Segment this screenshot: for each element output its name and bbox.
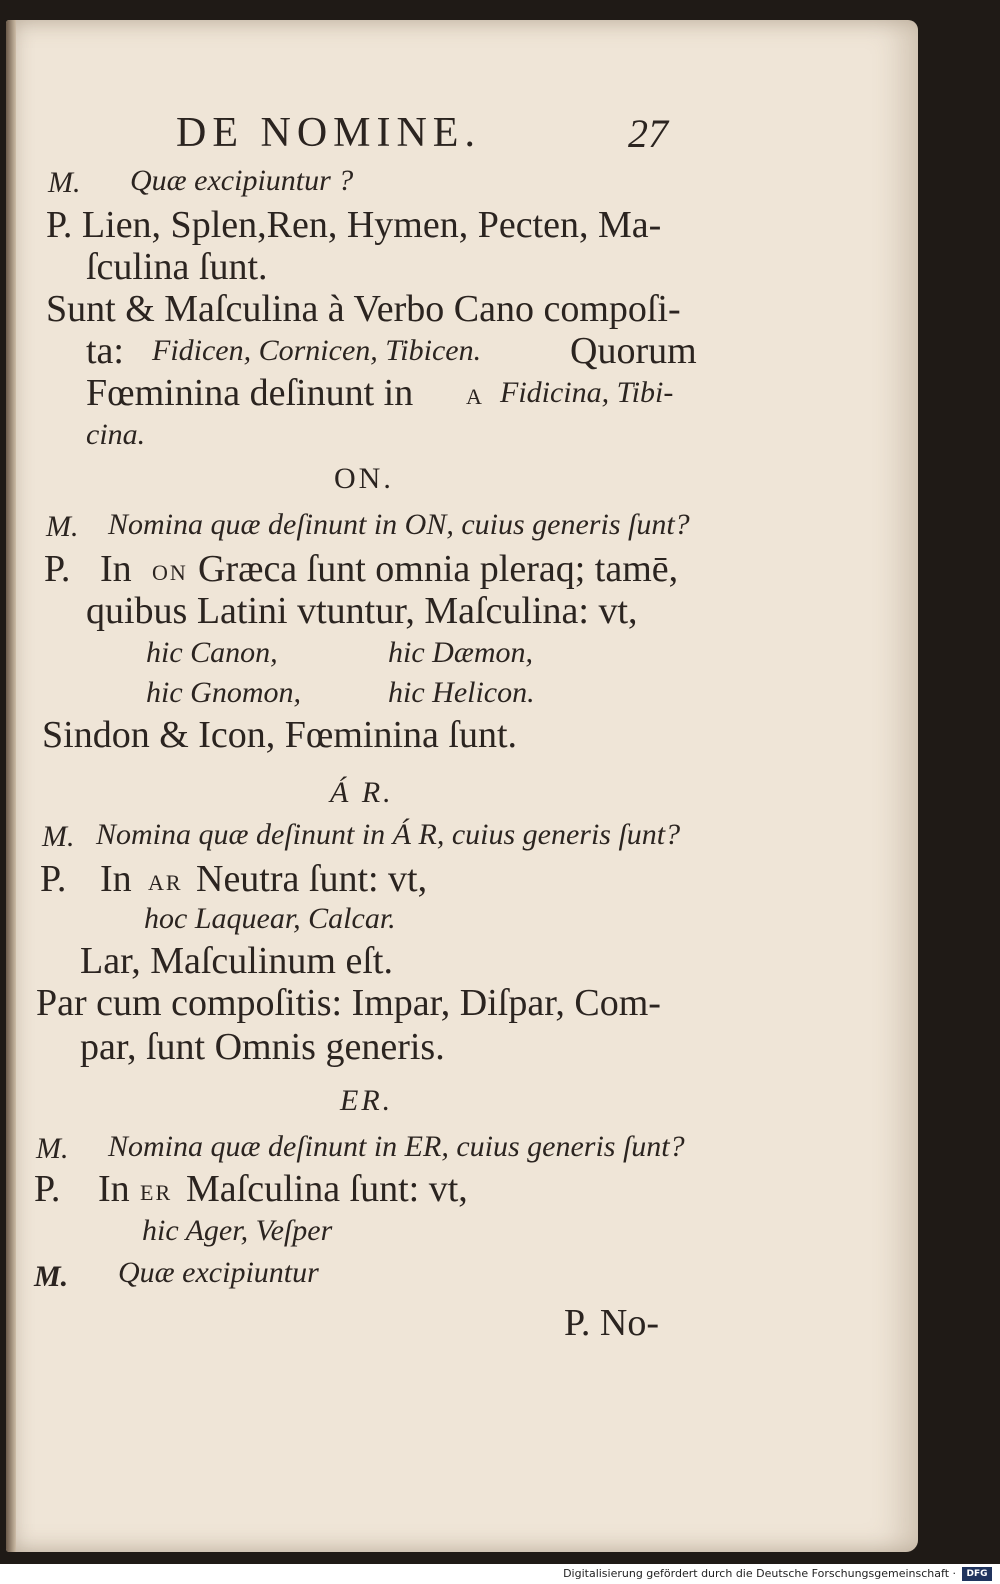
- text-line: Lar, Maſculinum eſt.: [80, 940, 393, 982]
- catchword: P. No-: [564, 1302, 660, 1344]
- speaker-label: P.: [34, 1168, 61, 1210]
- text-line: Neutra ſunt: vt,: [196, 858, 428, 900]
- speaker-label: M.: [46, 510, 79, 543]
- small-caps: A: [466, 384, 484, 409]
- text-line-italic: Nomina quæ deſinunt in ON, cuius generis ſunt?: [108, 508, 690, 541]
- page-number: 27: [628, 111, 668, 156]
- text-line: Maſculina ſunt: vt,: [186, 1168, 468, 1210]
- digitization-footer: [0, 1564, 1000, 1584]
- text-line: ſculina ſunt.: [86, 246, 268, 288]
- text-line: par, ſunt Omnis generis.: [80, 1026, 445, 1068]
- text-line: In: [100, 858, 132, 900]
- section-heading: Á R.: [330, 776, 394, 809]
- text-line: Sindon & Icon, Fœminina ſunt.: [42, 714, 517, 756]
- section-heading: ER.: [340, 1084, 394, 1117]
- speaker-label: M.: [34, 1260, 69, 1293]
- text-line: Sunt & Maſculina à Verbo Cano compoſi-: [46, 288, 681, 330]
- text-line-italic: Nomina quæ deſinunt in Á R, cuius generis ſunt?: [96, 818, 681, 851]
- section-heading: ON.: [334, 462, 394, 495]
- small-caps: AR: [148, 870, 183, 895]
- example-word: hic Helicon.: [388, 676, 535, 709]
- speaker-label: M.: [48, 166, 81, 199]
- text-line: quibus Latini vtuntur, Maſculina: vt,: [86, 590, 638, 632]
- text-line: In: [100, 548, 132, 590]
- text-line-italic: Fidicina, Tibi-: [500, 376, 674, 409]
- example-word: hoc Laquear, Calcar.: [144, 902, 396, 935]
- example-word: hic Ager, Veſper: [142, 1214, 333, 1247]
- speaker-label: P.: [44, 548, 71, 590]
- text-line-italic: Fidicen, Cornicen, Tibicen.: [152, 334, 482, 367]
- text-line: Quæ excipiuntur ?: [130, 164, 354, 197]
- text-line-italic: Quæ excipiuntur: [118, 1256, 319, 1289]
- text-line: ta:: [86, 330, 124, 372]
- small-caps: ER: [140, 1180, 173, 1205]
- text-line-italic: Nomina quæ deſinunt in ER, cuius generis ſunt?: [108, 1130, 685, 1163]
- text-line: Fœminina deſinunt in: [86, 372, 414, 414]
- example-word: hic Dæmon,: [388, 636, 533, 669]
- dfg-logo-icon: DFG: [962, 1567, 992, 1581]
- speaker-label: M.: [42, 820, 75, 853]
- text-line: Par cum compoſitis: Impar, Diſpar, Com-: [36, 982, 661, 1024]
- text-line: P. Lien, Splen,Ren, Hymen, Pecten, Ma-: [46, 204, 662, 246]
- example-word: hic Gnomon,: [146, 676, 301, 709]
- text-line: In: [98, 1168, 130, 1210]
- speaker-label: P.: [40, 858, 67, 900]
- text-line: Græca ſunt omnia pleraq; tamē,: [198, 548, 679, 590]
- example-word: hic Canon,: [146, 636, 278, 669]
- small-caps: ON: [152, 560, 188, 585]
- page-spine-shadow: [6, 20, 16, 1552]
- text-line: Quorum: [570, 330, 697, 372]
- running-title: DE NOMINE.: [176, 110, 481, 156]
- speaker-label: M.: [36, 1132, 69, 1165]
- text-line-italic: cina.: [86, 418, 146, 451]
- footer-credit: Digitalisierung gefördert durch die Deutsche Forschungsgemeinschaft ·: [563, 1567, 956, 1580]
